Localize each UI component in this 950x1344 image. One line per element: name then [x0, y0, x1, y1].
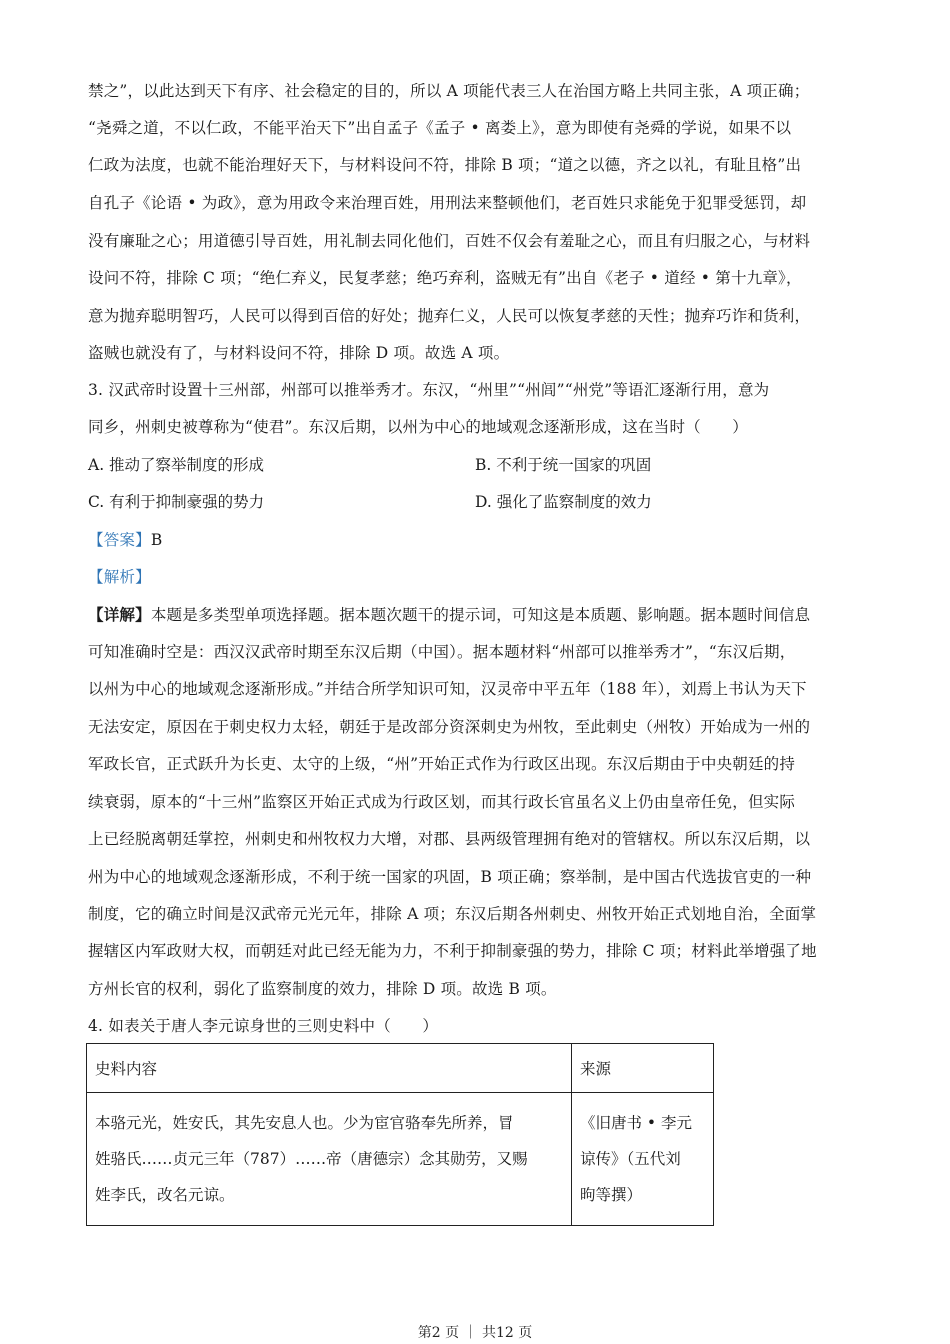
table-header-source: 来源: [572, 1044, 714, 1093]
table-cell-content: [87, 1093, 572, 1226]
detail-line: 续衰弱，原本的“十三州”监察区开始正式成为行政区划，而其行政长官虽名义上仍由皇帝任免，但实际: [88, 793, 796, 811]
detail-line: 握辖区内军政财大权，而朝廷对此已经无能为力，不利于抑制豪强的势力，排除 C 项；材料此举增强了地: [88, 942, 817, 960]
detail-line: 方州长官的权利，弱化了监察制度的效力，排除 D 项。故选 B 项。: [88, 980, 557, 998]
cell-line: 《旧唐书 • 李元: [580, 1114, 692, 1132]
detail-line: [88, 604, 868, 626]
analysis-tag: 【解析】: [88, 568, 151, 586]
detail-line: 制度，它的确立时间是汉武帝元光元年，排除 A 项；东汉后期各州刺史、州牧开始正式划地自治，全面掌: [88, 905, 817, 923]
option-c: C. 有利于抑制豪强的势力: [88, 493, 265, 511]
detail-line: 以州为中心的地域观念逐渐形成。”并结合所学知识可知，汉灵帝中平五年（188 年），刘焉上书认为天下: [88, 680, 807, 698]
answer-tag: 【答案】: [88, 531, 151, 549]
detail-tag: 【详解】: [88, 605, 151, 624]
paragraph-line: 自孔子《论语 • 为政》，意为用政令来治理百姓，用刑法来整顿他们，老百姓只求能免于犯罪受惩罚，却: [88, 194, 807, 212]
detail-line: 无法安定，原因在于刺史权力太轻，朝廷于是改部分资深刺史为州牧，至此刺史（州牧）开始成为一州的: [88, 718, 811, 736]
detail-line: 军政长官，正式跃升为长吏、太守的上级，“州”开始正式作为行政区出现。东汉后期由于中央朝廷的持: [88, 755, 796, 773]
paragraph-line: 仁政为法度，也就不能治理好天下，与材料设问不符，排除 B 项；“道之以德，齐之以礼，有耻且格”出: [88, 156, 802, 174]
paragraph-line: 没有廉耻之心；用道德引导百姓，用礼制去同化他们，百姓不仅会有羞耻之心，而且有归服之心，与材料: [88, 232, 811, 250]
option-b: B. 不利于统一国家的巩固: [475, 456, 652, 474]
question-4-stem: 4. 如表关于唐人李元谅身世的三则史料中（ ）: [88, 1017, 439, 1035]
question-3-stem: 3. 汉武帝时设置十三州部，州部可以推举秀才。东汉，“州里”“州闾”“州党”等语汇逐渐行用，意为: [88, 381, 770, 399]
cell-line: 本骆元光，姓安氏，其先安息人也。少为宦官骆奉先所养，冒: [95, 1114, 514, 1132]
paragraph-line: 意为抛弃聪明智巧，人民可以得到百倍的好处；抛弃仁义，人民可以恢复孝慈的天性；抛弃巧诈和货利，: [88, 307, 811, 325]
table-header-content: 史料内容: [87, 1044, 572, 1093]
paragraph-line: “尧舜之道，不以仁政，不能平治天下”出自孟子《孟子 • 离娄上》，意为即使有尧舜的学说，如果不以: [88, 119, 792, 137]
option-d: D. 强化了监察制度的效力: [475, 493, 652, 511]
analysis-line: [88, 566, 868, 588]
question-3-stem: 同乡，州刺史被尊称为“使君”。东汉后期，以州为中心的地域观念逐渐形成，这在当时（ ）: [88, 418, 748, 436]
page-footer: 第2 页 ｜ 共12 页: [417, 1325, 533, 1341]
answer-value: B: [150, 531, 163, 549]
cell-line: 姓骆氏……贞元三年（787）……帝（唐德宗）念其勋劳，又赐: [95, 1150, 528, 1168]
cell-line: 谅传》（五代刘: [580, 1150, 681, 1168]
cell-line: 姓李氏，改名元谅。: [95, 1186, 235, 1204]
option-a: A. 推动了察举制度的形成: [88, 456, 265, 474]
cell-line: 昫等撰）: [580, 1186, 643, 1204]
table-header-row: [87, 1044, 714, 1093]
paragraph-line: 盗贼也就没有了，与材料设问不符，排除 D 项。故选 A 项。: [88, 344, 510, 362]
detail-line: 可知准确时空是：西汉汉武帝时期至东汉后期（中国）。据本题材料“州部可以推举秀才”，“东汉后期，: [88, 643, 796, 661]
paragraph-line: 禁之”，以此达到天下有序、社会稳定的目的，所以 A 项能代表三人在治国方略上共同主张，A 项正确；: [88, 82, 810, 100]
detail-text: 本题是多类型单项选择题。据本题次题干的提示词，可知这是本质题、影响题。据本题时间信息: [150, 606, 811, 624]
detail-line: 上已经脱离朝廷掌控，州刺史和州牧权力大增，对郡、县两级管理拥有绝对的管辖权。所以东汉后期，以: [88, 830, 811, 848]
source-table: [86, 1043, 714, 1226]
detail-line: 州为中心的地域观念逐渐形成，不利于统一国家的巩固，B 项正确；察举制，是中国古代选拔官吏的一种: [88, 868, 812, 886]
table-row: [87, 1093, 714, 1226]
answer-line: [88, 529, 868, 551]
table-cell-source: [572, 1093, 714, 1226]
paragraph-line: 设问不符，排除 C 项；“绝仁弃义，民复孝慈；绝巧弃利，盗贼无有”出自《老子 • 道经 • 第十九章》，: [88, 269, 802, 287]
